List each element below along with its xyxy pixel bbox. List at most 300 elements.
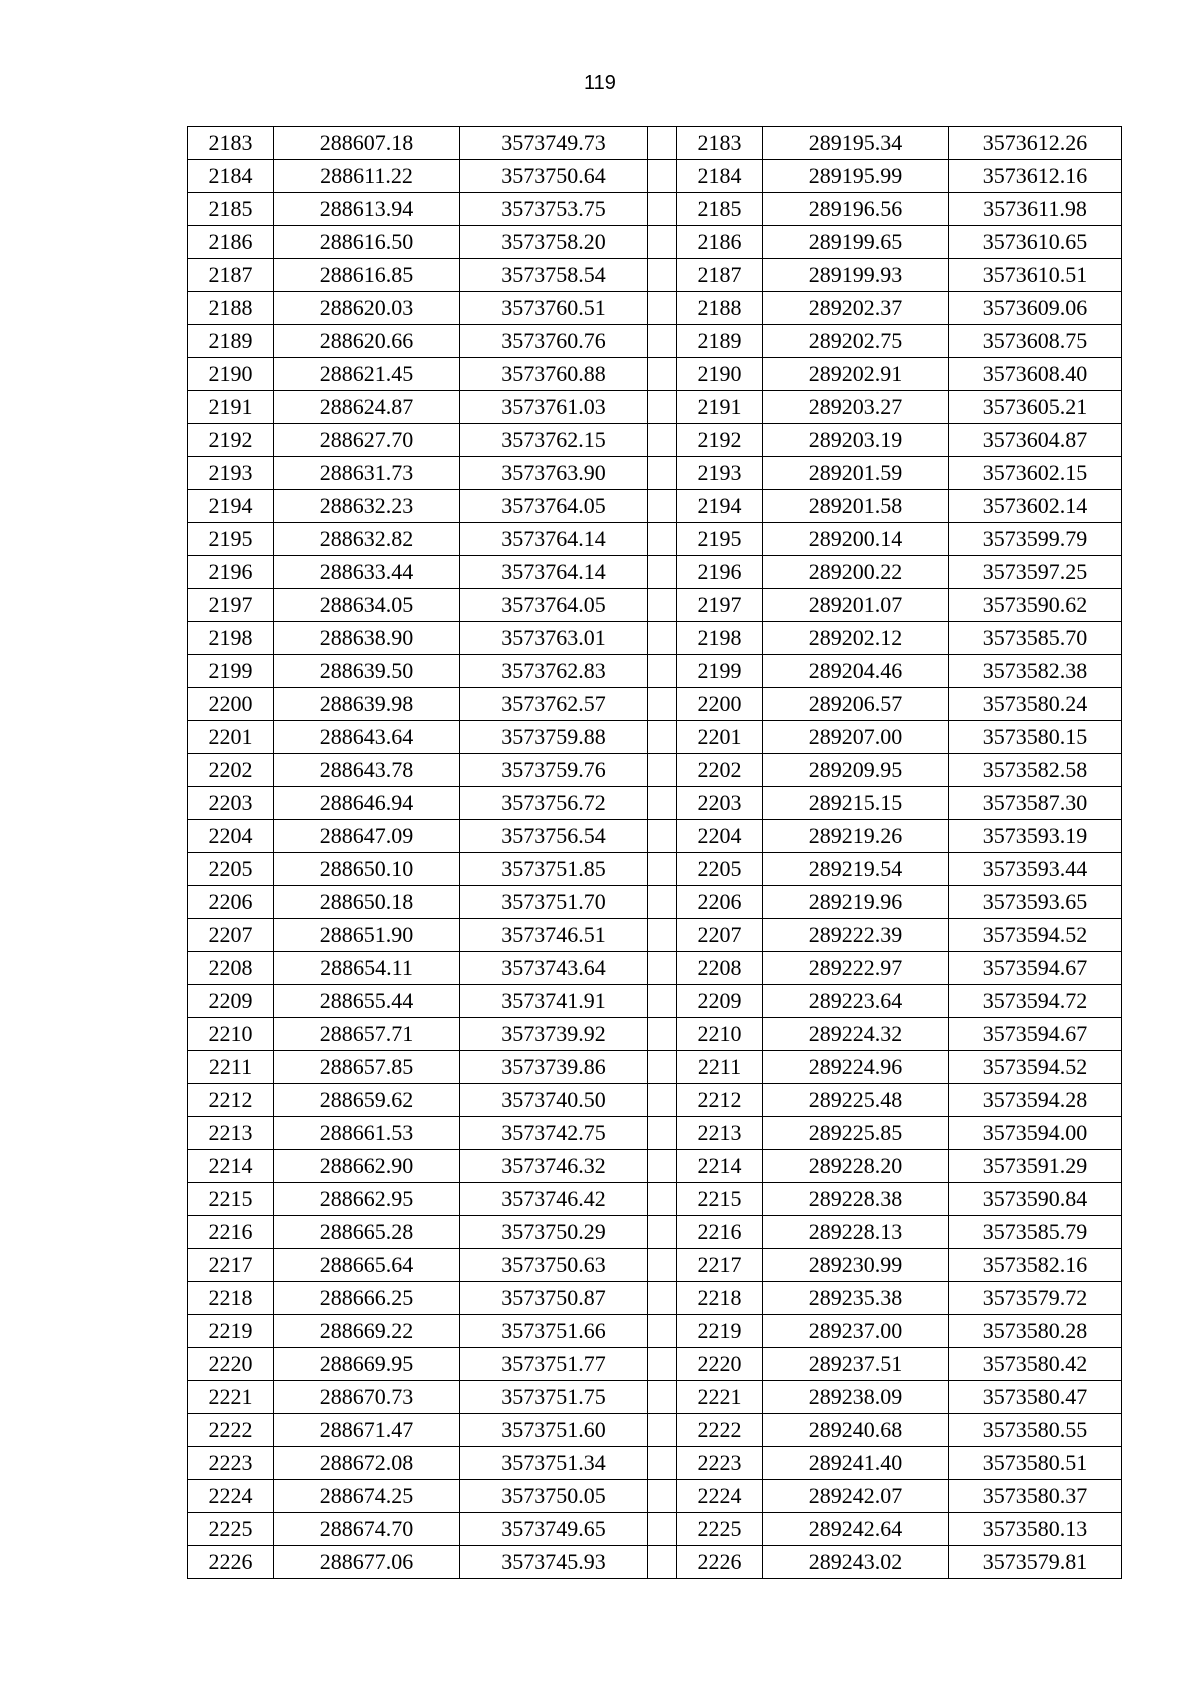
left-y-cell: 3573764.05 (460, 589, 648, 622)
right-y-cell: 3573585.79 (949, 1216, 1122, 1249)
right-x-cell: 289202.37 (763, 292, 949, 325)
table-row (188, 787, 1122, 820)
right-y-cell: 3573582.58 (949, 754, 1122, 787)
table-row (188, 721, 1122, 754)
left-y-cell: 3573751.77 (460, 1348, 648, 1381)
left-y-cell: 3573764.05 (460, 490, 648, 523)
right-point-id-cell: 2196 (677, 556, 763, 589)
left-point-id-cell: 2208 (188, 952, 274, 985)
separator-cell (648, 1249, 677, 1282)
left-point-id-cell: 2221 (188, 1381, 274, 1414)
table-row (188, 622, 1122, 655)
right-y-cell: 3573594.67 (949, 1018, 1122, 1051)
left-y-cell: 3573760.76 (460, 325, 648, 358)
table-row (188, 127, 1122, 160)
table-row (188, 1348, 1122, 1381)
right-y-cell: 3573585.70 (949, 622, 1122, 655)
right-y-cell: 3573593.65 (949, 886, 1122, 919)
right-y-cell: 3573580.51 (949, 1447, 1122, 1480)
left-x-cell: 288674.25 (274, 1480, 460, 1513)
separator-cell (648, 919, 677, 952)
right-y-cell: 3573604.87 (949, 424, 1122, 457)
left-point-id-cell: 2210 (188, 1018, 274, 1051)
separator-cell (648, 589, 677, 622)
separator-cell (648, 1315, 677, 1348)
left-x-cell: 288666.25 (274, 1282, 460, 1315)
table-row (188, 424, 1122, 457)
left-x-cell: 288665.28 (274, 1216, 460, 1249)
left-point-id-cell: 2187 (188, 259, 274, 292)
left-point-id-cell: 2186 (188, 226, 274, 259)
left-y-cell: 3573750.63 (460, 1249, 648, 1282)
right-x-cell: 289237.00 (763, 1315, 949, 1348)
left-x-cell: 288669.95 (274, 1348, 460, 1381)
table-row (188, 820, 1122, 853)
left-x-cell: 288665.64 (274, 1249, 460, 1282)
right-point-id-cell: 2220 (677, 1348, 763, 1381)
left-y-cell: 3573739.92 (460, 1018, 648, 1051)
table-row (188, 1282, 1122, 1315)
right-x-cell: 289195.34 (763, 127, 949, 160)
left-x-cell: 288670.73 (274, 1381, 460, 1414)
left-x-cell: 288657.85 (274, 1051, 460, 1084)
left-x-cell: 288616.50 (274, 226, 460, 259)
left-y-cell: 3573762.83 (460, 655, 648, 688)
left-y-cell: 3573740.50 (460, 1084, 648, 1117)
separator-cell (648, 721, 677, 754)
left-y-cell: 3573753.75 (460, 193, 648, 226)
separator-cell (648, 457, 677, 490)
left-x-cell: 288650.10 (274, 853, 460, 886)
right-y-cell: 3573602.14 (949, 490, 1122, 523)
right-point-id-cell: 2226 (677, 1546, 763, 1579)
separator-cell (648, 1183, 677, 1216)
left-y-cell: 3573750.05 (460, 1480, 648, 1513)
separator-cell (648, 952, 677, 985)
right-y-cell: 3573582.16 (949, 1249, 1122, 1282)
left-point-id-cell: 2215 (188, 1183, 274, 1216)
separator-cell (648, 1447, 677, 1480)
left-x-cell: 288613.94 (274, 193, 460, 226)
separator-cell (648, 622, 677, 655)
right-point-id-cell: 2206 (677, 886, 763, 919)
table-row (188, 1216, 1122, 1249)
left-point-id-cell: 2211 (188, 1051, 274, 1084)
left-x-cell: 288611.22 (274, 160, 460, 193)
right-y-cell: 3573594.72 (949, 985, 1122, 1018)
left-point-id-cell: 2188 (188, 292, 274, 325)
separator-cell (648, 655, 677, 688)
right-x-cell: 289228.13 (763, 1216, 949, 1249)
right-x-cell: 289199.65 (763, 226, 949, 259)
left-point-id-cell: 2198 (188, 622, 274, 655)
right-x-cell: 289201.07 (763, 589, 949, 622)
table-row (188, 754, 1122, 787)
left-x-cell: 288654.11 (274, 952, 460, 985)
separator-cell (648, 886, 677, 919)
right-x-cell: 289224.96 (763, 1051, 949, 1084)
right-point-id-cell: 2223 (677, 1447, 763, 1480)
coordinates-table (187, 126, 1122, 1579)
right-point-id-cell: 2217 (677, 1249, 763, 1282)
right-x-cell: 289224.32 (763, 1018, 949, 1051)
left-x-cell: 288677.06 (274, 1546, 460, 1579)
left-y-cell: 3573750.87 (460, 1282, 648, 1315)
table-row (188, 1084, 1122, 1117)
right-x-cell: 289201.58 (763, 490, 949, 523)
right-point-id-cell: 2203 (677, 787, 763, 820)
left-point-id-cell: 2195 (188, 523, 274, 556)
right-point-id-cell: 2218 (677, 1282, 763, 1315)
separator-cell (648, 292, 677, 325)
right-x-cell: 289219.54 (763, 853, 949, 886)
left-y-cell: 3573751.85 (460, 853, 648, 886)
left-point-id-cell: 2194 (188, 490, 274, 523)
separator-cell (648, 325, 677, 358)
left-point-id-cell: 2189 (188, 325, 274, 358)
left-x-cell: 288661.53 (274, 1117, 460, 1150)
left-x-cell: 288639.98 (274, 688, 460, 721)
separator-cell (648, 424, 677, 457)
left-point-id-cell: 2197 (188, 589, 274, 622)
separator-cell (648, 391, 677, 424)
separator-cell (648, 688, 677, 721)
left-y-cell: 3573760.88 (460, 358, 648, 391)
left-x-cell: 288662.90 (274, 1150, 460, 1183)
left-x-cell: 288650.18 (274, 886, 460, 919)
right-point-id-cell: 2200 (677, 688, 763, 721)
left-y-cell: 3573746.51 (460, 919, 648, 952)
separator-cell (648, 193, 677, 226)
separator-cell (648, 556, 677, 589)
left-point-id-cell: 2207 (188, 919, 274, 952)
coordinates-table-body (188, 127, 1122, 1579)
right-point-id-cell: 2197 (677, 589, 763, 622)
table-row (188, 1117, 1122, 1150)
table-row (188, 391, 1122, 424)
right-point-id-cell: 2190 (677, 358, 763, 391)
table-row (188, 259, 1122, 292)
left-y-cell: 3573759.88 (460, 721, 648, 754)
right-x-cell: 289219.26 (763, 820, 949, 853)
left-y-cell: 3573742.75 (460, 1117, 648, 1150)
left-point-id-cell: 2183 (188, 127, 274, 160)
table-row (188, 1414, 1122, 1447)
right-x-cell: 289242.07 (763, 1480, 949, 1513)
left-x-cell: 288620.03 (274, 292, 460, 325)
right-point-id-cell: 2207 (677, 919, 763, 952)
right-y-cell: 3573599.79 (949, 523, 1122, 556)
right-y-cell: 3573605.21 (949, 391, 1122, 424)
right-y-cell: 3573590.62 (949, 589, 1122, 622)
left-y-cell: 3573756.54 (460, 820, 648, 853)
right-point-id-cell: 2193 (677, 457, 763, 490)
right-x-cell: 289203.27 (763, 391, 949, 424)
left-point-id-cell: 2212 (188, 1084, 274, 1117)
table-row (188, 919, 1122, 952)
left-x-cell: 288639.50 (274, 655, 460, 688)
left-x-cell: 288646.94 (274, 787, 460, 820)
right-y-cell: 3573611.98 (949, 193, 1122, 226)
table-row (188, 688, 1122, 721)
right-y-cell: 3573582.38 (949, 655, 1122, 688)
left-y-cell: 3573764.14 (460, 556, 648, 589)
right-point-id-cell: 2216 (677, 1216, 763, 1249)
right-x-cell: 289225.85 (763, 1117, 949, 1150)
right-point-id-cell: 2199 (677, 655, 763, 688)
right-y-cell: 3573579.72 (949, 1282, 1122, 1315)
separator-cell (648, 523, 677, 556)
right-x-cell: 289243.02 (763, 1546, 949, 1579)
table-row (188, 226, 1122, 259)
left-y-cell: 3573749.73 (460, 127, 648, 160)
right-point-id-cell: 2205 (677, 853, 763, 886)
table-row (188, 358, 1122, 391)
left-x-cell: 288633.44 (274, 556, 460, 589)
left-x-cell: 288655.44 (274, 985, 460, 1018)
left-point-id-cell: 2196 (188, 556, 274, 589)
left-point-id-cell: 2216 (188, 1216, 274, 1249)
right-y-cell: 3573580.42 (949, 1348, 1122, 1381)
right-x-cell: 289203.19 (763, 424, 949, 457)
right-y-cell: 3573593.19 (949, 820, 1122, 853)
table-row (188, 325, 1122, 358)
right-point-id-cell: 2210 (677, 1018, 763, 1051)
separator-cell (648, 1117, 677, 1150)
separator-cell (648, 1018, 677, 1051)
table-row (188, 1480, 1122, 1513)
table-row (188, 292, 1122, 325)
left-point-id-cell: 2222 (188, 1414, 274, 1447)
left-point-id-cell: 2201 (188, 721, 274, 754)
left-y-cell: 3573760.51 (460, 292, 648, 325)
right-x-cell: 289200.22 (763, 556, 949, 589)
table-row (188, 1315, 1122, 1348)
left-y-cell: 3573764.14 (460, 523, 648, 556)
separator-cell (648, 358, 677, 391)
right-point-id-cell: 2225 (677, 1513, 763, 1546)
left-point-id-cell: 2202 (188, 754, 274, 787)
right-point-id-cell: 2202 (677, 754, 763, 787)
right-y-cell: 3573594.67 (949, 952, 1122, 985)
separator-cell (648, 1513, 677, 1546)
left-x-cell: 288671.47 (274, 1414, 460, 1447)
separator-cell (648, 787, 677, 820)
separator-cell (648, 127, 677, 160)
right-x-cell: 289235.38 (763, 1282, 949, 1315)
right-point-id-cell: 2211 (677, 1051, 763, 1084)
left-x-cell: 288662.95 (274, 1183, 460, 1216)
left-point-id-cell: 2184 (188, 160, 274, 193)
right-point-id-cell: 2184 (677, 160, 763, 193)
right-y-cell: 3573602.15 (949, 457, 1122, 490)
left-x-cell: 288643.64 (274, 721, 460, 754)
separator-cell (648, 490, 677, 523)
right-point-id-cell: 2186 (677, 226, 763, 259)
right-y-cell: 3573580.47 (949, 1381, 1122, 1414)
table-row (188, 589, 1122, 622)
table-row (188, 160, 1122, 193)
left-x-cell: 288621.45 (274, 358, 460, 391)
table-row (188, 1018, 1122, 1051)
table-row (188, 952, 1122, 985)
right-x-cell: 289238.09 (763, 1381, 949, 1414)
left-y-cell: 3573763.01 (460, 622, 648, 655)
right-x-cell: 289209.95 (763, 754, 949, 787)
right-point-id-cell: 2224 (677, 1480, 763, 1513)
table-row (188, 985, 1122, 1018)
left-point-id-cell: 2191 (188, 391, 274, 424)
right-y-cell: 3573594.52 (949, 1051, 1122, 1084)
table-row (188, 523, 1122, 556)
left-x-cell: 288647.09 (274, 820, 460, 853)
left-y-cell: 3573751.70 (460, 886, 648, 919)
left-point-id-cell: 2193 (188, 457, 274, 490)
left-point-id-cell: 2206 (188, 886, 274, 919)
table-row (188, 490, 1122, 523)
right-point-id-cell: 2198 (677, 622, 763, 655)
table-row (188, 1183, 1122, 1216)
left-y-cell: 3573743.64 (460, 952, 648, 985)
right-x-cell: 289228.38 (763, 1183, 949, 1216)
left-y-cell: 3573758.54 (460, 259, 648, 292)
right-y-cell: 3573597.25 (949, 556, 1122, 589)
right-point-id-cell: 2219 (677, 1315, 763, 1348)
table-row (188, 1447, 1122, 1480)
left-point-id-cell: 2199 (188, 655, 274, 688)
right-y-cell: 3573594.00 (949, 1117, 1122, 1150)
left-point-id-cell: 2217 (188, 1249, 274, 1282)
left-y-cell: 3573756.72 (460, 787, 648, 820)
left-y-cell: 3573745.93 (460, 1546, 648, 1579)
right-x-cell: 289202.91 (763, 358, 949, 391)
left-y-cell: 3573739.86 (460, 1051, 648, 1084)
table-row (188, 1381, 1122, 1414)
separator-cell (648, 1381, 677, 1414)
left-point-id-cell: 2205 (188, 853, 274, 886)
left-point-id-cell: 2226 (188, 1546, 274, 1579)
left-point-id-cell: 2219 (188, 1315, 274, 1348)
separator-cell (648, 1216, 677, 1249)
right-point-id-cell: 2204 (677, 820, 763, 853)
right-x-cell: 289204.46 (763, 655, 949, 688)
left-point-id-cell: 2223 (188, 1447, 274, 1480)
right-x-cell: 289206.57 (763, 688, 949, 721)
right-x-cell: 289222.97 (763, 952, 949, 985)
left-y-cell: 3573751.60 (460, 1414, 648, 1447)
left-y-cell: 3573761.03 (460, 391, 648, 424)
right-y-cell: 3573587.30 (949, 787, 1122, 820)
left-y-cell: 3573749.65 (460, 1513, 648, 1546)
right-y-cell: 3573594.28 (949, 1084, 1122, 1117)
right-point-id-cell: 2208 (677, 952, 763, 985)
right-y-cell: 3573610.65 (949, 226, 1122, 259)
right-x-cell: 289237.51 (763, 1348, 949, 1381)
table-row (188, 1546, 1122, 1579)
left-point-id-cell: 2185 (188, 193, 274, 226)
separator-cell (648, 1051, 677, 1084)
left-y-cell: 3573758.20 (460, 226, 648, 259)
left-y-cell: 3573763.90 (460, 457, 648, 490)
right-y-cell: 3573580.13 (949, 1513, 1122, 1546)
right-point-id-cell: 2189 (677, 325, 763, 358)
right-x-cell: 289223.64 (763, 985, 949, 1018)
right-x-cell: 289228.20 (763, 1150, 949, 1183)
right-x-cell: 289225.48 (763, 1084, 949, 1117)
table-row (188, 886, 1122, 919)
right-x-cell: 289242.64 (763, 1513, 949, 1546)
right-x-cell: 289241.40 (763, 1447, 949, 1480)
left-x-cell: 288634.05 (274, 589, 460, 622)
left-point-id-cell: 2204 (188, 820, 274, 853)
separator-cell (648, 1348, 677, 1381)
table-row (188, 853, 1122, 886)
left-y-cell: 3573751.34 (460, 1447, 648, 1480)
separator-cell (648, 985, 677, 1018)
right-point-id-cell: 2221 (677, 1381, 763, 1414)
right-x-cell: 289240.68 (763, 1414, 949, 1447)
left-x-cell: 288627.70 (274, 424, 460, 457)
right-x-cell: 289202.75 (763, 325, 949, 358)
right-x-cell: 289207.00 (763, 721, 949, 754)
left-point-id-cell: 2225 (188, 1513, 274, 1546)
separator-cell (648, 1282, 677, 1315)
table-row (188, 1513, 1122, 1546)
right-point-id-cell: 2215 (677, 1183, 763, 1216)
separator-cell (648, 1150, 677, 1183)
left-point-id-cell: 2224 (188, 1480, 274, 1513)
left-point-id-cell: 2190 (188, 358, 274, 391)
left-x-cell: 288620.66 (274, 325, 460, 358)
left-y-cell: 3573762.15 (460, 424, 648, 457)
left-x-cell: 288659.62 (274, 1084, 460, 1117)
page-number: 119 (584, 72, 616, 94)
left-x-cell: 288632.82 (274, 523, 460, 556)
left-x-cell: 288657.71 (274, 1018, 460, 1051)
table-row (188, 193, 1122, 226)
left-x-cell: 288669.22 (274, 1315, 460, 1348)
separator-cell (648, 1414, 677, 1447)
right-x-cell: 289202.12 (763, 622, 949, 655)
right-point-id-cell: 2212 (677, 1084, 763, 1117)
right-point-id-cell: 2185 (677, 193, 763, 226)
left-point-id-cell: 2200 (188, 688, 274, 721)
right-y-cell: 3573609.06 (949, 292, 1122, 325)
left-y-cell: 3573751.66 (460, 1315, 648, 1348)
separator-cell (648, 1084, 677, 1117)
left-point-id-cell: 2220 (188, 1348, 274, 1381)
right-x-cell: 289222.39 (763, 919, 949, 952)
left-x-cell: 288631.73 (274, 457, 460, 490)
right-y-cell: 3573579.81 (949, 1546, 1122, 1579)
right-y-cell: 3573580.24 (949, 688, 1122, 721)
separator-cell (648, 853, 677, 886)
right-point-id-cell: 2222 (677, 1414, 763, 1447)
right-point-id-cell: 2188 (677, 292, 763, 325)
left-x-cell: 288674.70 (274, 1513, 460, 1546)
right-point-id-cell: 2214 (677, 1150, 763, 1183)
right-y-cell: 3573593.44 (949, 853, 1122, 886)
right-point-id-cell: 2201 (677, 721, 763, 754)
right-y-cell: 3573608.75 (949, 325, 1122, 358)
separator-cell (648, 820, 677, 853)
right-x-cell: 289195.99 (763, 160, 949, 193)
left-x-cell: 288643.78 (274, 754, 460, 787)
left-x-cell: 288616.85 (274, 259, 460, 292)
left-point-id-cell: 2214 (188, 1150, 274, 1183)
right-x-cell: 289219.96 (763, 886, 949, 919)
table-row (188, 556, 1122, 589)
